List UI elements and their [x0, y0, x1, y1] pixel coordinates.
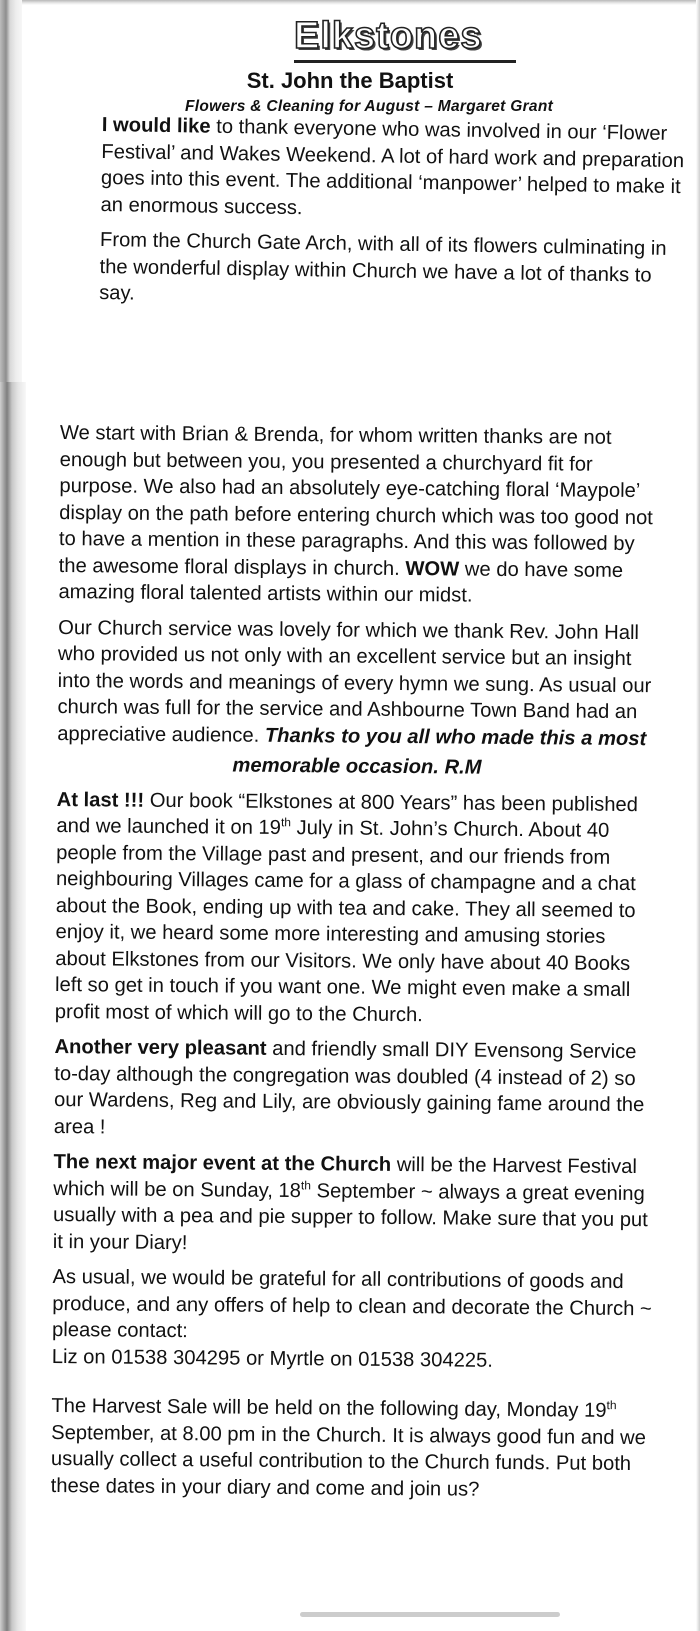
paragraph-church-service: [57, 614, 658, 782]
paragraph-brian-brenda: [58, 420, 660, 611]
ordinal-suffix: th: [300, 1177, 312, 1192]
paragraph-contributions: [52, 1264, 653, 1375]
paragraph-harvest-festival: [53, 1149, 654, 1260]
scan-edge-left-lower: [0, 382, 26, 1631]
title-underline: [294, 60, 516, 63]
paragraph-text: The Harvest Sale will be held on the following day, Monday 19: [51, 1394, 607, 1422]
paragraph-lead: I would like: [101, 113, 211, 138]
byline: Flowers & Cleaning for August – Margaret Grant: [185, 98, 554, 115]
scan-smudge: [300, 1612, 560, 1617]
paragraph-thanks: [100, 112, 692, 227]
thanks-signoff: memorable occasion. R.M: [232, 754, 482, 779]
wow-emphasis: WOW: [405, 557, 460, 580]
paragraph-text: September, at 8.00 pm in the Church. It is always good fun and we usually collect a useful contribution to the Church funds. Put both these dates in your diary and come and join us?: [50, 1421, 647, 1501]
paragraph-text: As usual, we would be grateful for all contributions of goods and produce, and any offers of help to clean and decorate the Church ~ please contact:: [51, 1265, 652, 1343]
paragraph-text: September ~ always a great evening usually with a pea and pie supper to follow. Make sure that you put it in your Diary!: [52, 1179, 648, 1254]
paragraph-text: and friendly small DIY Evensong Service to-day although the congregation was doubled (4 instead of 2) so our Wardens, Reg and Lily, are obviously gaining fame around the area !: [53, 1037, 645, 1138]
paragraph-lead: Another very pleasant: [54, 1035, 267, 1060]
paragraph-text: July in St. John’s Church. About 40 people from the Village past and present, and our friends from neighbouring Villages came for a glass of champagne and a chat about the Book, ending up with tea and cake. They all seemed to enjoy it, we heard some more interesting and amusing stories about Elkstones from our Visitors. We only have about 40 Books left so get in touch if you want one. We might even make a small profit most of which will go to the Church.: [54, 817, 636, 1026]
scan-edge-top: [0, 0, 700, 5]
paragraph-church-gate: From the Church Gate Arch, with all of its flowers culminating in the wonderful display within Church we have a lot of thanks to say.: [98, 228, 667, 305]
paragraph-text: will be the Harvest Festival which will be on Sunday, 18: [53, 1153, 637, 1202]
scan-edge-left-upper: [0, 0, 22, 385]
page-title: Elkstones: [294, 15, 483, 57]
paragraph-lead: At last !!!: [56, 788, 145, 812]
ordinal-suffix: th: [606, 1398, 617, 1413]
intro-section: [99, 112, 692, 325]
paragraph-text: Our Church service was lovely for which we thank Rev. John Hall who provided us not only with an excellent service but an insight into the words and meanings of every hymn we sung. As usual our church was full for the service and Ashbourne Town Band had an appreciative audience.: [57, 616, 652, 747]
main-section: [51, 420, 660, 1513]
church-name: St. John the Baptist: [246, 68, 454, 93]
paragraph-harvest-sale: [51, 1393, 652, 1504]
paragraph-text: we do have some amazing floral talented artists within our midst.: [58, 557, 624, 607]
thanks-emphasis: Thanks to you all who made this a most: [264, 724, 647, 750]
paragraph-lead: The next major event at the Church: [53, 1150, 392, 1176]
ordinal-suffix: th: [280, 815, 292, 830]
paragraph-evensong: [54, 1034, 655, 1145]
paragraph-book-launch: [55, 786, 657, 1030]
paragraph-text: to thank everyone who was involved in our ‘Flower Festival’ and Wakes Weekend. A lot of hard work and preparation goes into this event. The additional ‘manpower’ helped to make it an enormous success.: [100, 115, 685, 219]
contact-numbers: Liz on 01538 304295 or Myrtle on 01538 304225.: [51, 1345, 494, 1372]
scan-edge-right: [696, 0, 700, 1631]
paragraph-text: We start with Brian & Brenda, for whom written thanks are not enough but between you, you presented a churchyard fit for purpose. We also had an absolutely eye-catching floral ‘Maypole’ display on the path before entering church which was too good not to have a mention in these paragraphs. And this was followed by the awesome floral displays in church.: [58, 421, 653, 580]
paragraph-text: Our book “Elkstones at 800 Years” has been published and we launched it on 19: [56, 789, 639, 839]
